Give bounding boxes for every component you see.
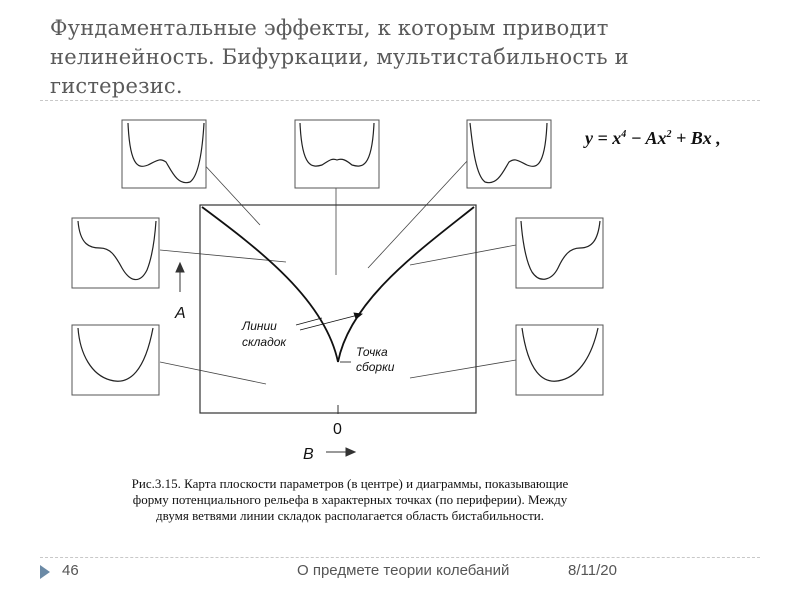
bottom-divider (40, 557, 760, 558)
slide-title-line-2: нелинейность. Бифуркации, мультистабильность и (50, 45, 629, 69)
potential-plot-mid-right-frame (516, 218, 603, 288)
axis-b-label: B (303, 446, 314, 463)
connector-top-left (200, 160, 260, 225)
formula-power-2: 2 (666, 129, 672, 140)
potential-plot-bottom-left-frame (72, 325, 159, 395)
pointer-fold-left (296, 318, 322, 325)
potential-plots (72, 120, 603, 395)
fold-lines-label-line-2: складок (242, 335, 287, 349)
axis-a-arrowhead (176, 263, 184, 272)
slide-title-line-3: гистерезис. (50, 74, 183, 98)
axis-a-label: A (175, 305, 186, 322)
connector-bottom-right (410, 360, 516, 378)
footer-title: О предмете теории колебаний (297, 562, 510, 579)
caption-line-2: форму потенциального рельефа в характерных точках (по периферии). Между (132, 492, 568, 507)
connector-mid-right (410, 245, 516, 265)
origin-label: 0 (333, 421, 342, 438)
potential-plot-bottom-right-frame (516, 325, 603, 395)
figure-caption (70, 476, 630, 524)
formula-power-4: 4 (621, 129, 627, 140)
page-number: 46 (62, 562, 79, 579)
formula-b-term: + Bx , (671, 128, 721, 148)
connector-lines (160, 160, 516, 384)
cusp-point-label-line-2: сборки (356, 360, 395, 374)
formula-y: y (585, 128, 593, 148)
fold-lines-label-line-1: Линии (242, 319, 277, 333)
connector-bottom-left (160, 362, 266, 384)
caption-line-1: Рис.3.15. Карта плоскости параметров (в центре) и диаграммы, показывающие (131, 476, 569, 491)
cusp-point-label-line-1: Точка (356, 345, 388, 359)
formula-a-term: − Ax (626, 128, 667, 148)
pointer-fold-right-arrowhead (354, 313, 362, 319)
potential-plot-mid-left-frame (72, 218, 159, 288)
connector-mid-left (160, 250, 286, 262)
footer-date: 8/11/20 (568, 562, 617, 579)
potential-plot-top-center-frame (295, 120, 379, 188)
formula-x: x (612, 128, 622, 148)
caption-line-3: двумя ветвями линии складок располагается область бистабильности. (156, 508, 544, 523)
slide-title-line-1: Фундаментальные эффекты, к которым приводит (50, 16, 609, 40)
potential-plot-top-right-frame (467, 120, 551, 188)
potential-formula (585, 128, 721, 149)
axis-b-arrowhead (346, 448, 355, 456)
bullet-arrow-icon (40, 565, 50, 579)
formula-equals: = (593, 128, 613, 148)
pointer-fold-right (300, 314, 362, 330)
